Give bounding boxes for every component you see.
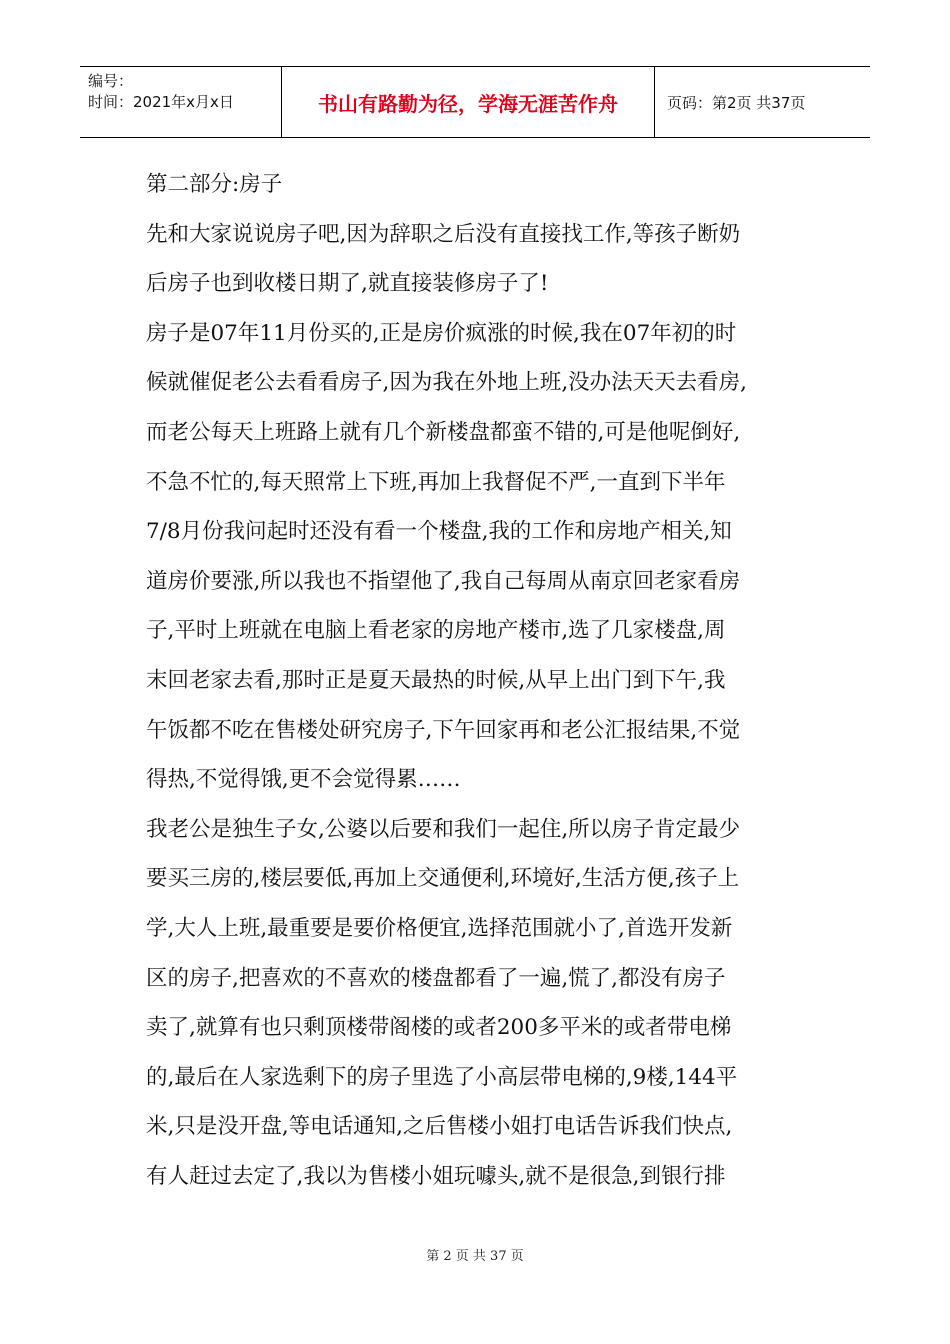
body-line: 午饭都不吃在售楼处研究房子,下午回家再和老公汇报结果,不觉 [146, 717, 741, 743]
header-meta [80, 67, 282, 137]
body-line: 7/8月份我问起时还没有看一个楼盘,我的工作和房地产相关,知 [146, 519, 732, 545]
body-line: 不急不忙的,每天照常上下班,再加上我督促不严,一直到下半年 [146, 469, 726, 495]
body-line: 后房子也到收楼日期了,就直接装修房子了! [146, 271, 549, 297]
body-line: 要买三房的,楼层要低,再加上交通便利,环境好,生活方便,孩子上 [146, 866, 740, 892]
page-header [80, 66, 870, 138]
header-motto: 书山有路勤为径，学海无涯苦作舟 [282, 67, 655, 137]
body-line: 候就催促老公去看看房子,因为我在外地上班,没办法天天去看房, [146, 370, 748, 396]
body-line: 第二部分:房子 [146, 172, 283, 197]
page-footer: 第 2 页 共 37 页 [426, 1249, 524, 1264]
body-line: 先和大家说说房子吧,因为辞职之后没有直接找工作,等孩子断奶 [146, 221, 741, 247]
time-label: 时间：2021年x月x日 [88, 93, 234, 111]
body-line: 房子是07年11月份买的,正是房价疯涨的时候,我在07年初的时 [146, 320, 737, 346]
body-line: 米,只是没开盘,等电话通知,之后售楼小姐打电话告诉我们快点, [146, 1114, 733, 1140]
body-line: 子,平时上班就在电脑上看老家的房地产楼市,选了几家楼盘,周 [146, 618, 726, 644]
body-line: 末回老家去看,那时正是夏天最热的时候,从早上出门到下午,我 [146, 667, 726, 693]
body-line: 得热,不觉得饿,更不会觉得累…… [146, 767, 461, 793]
body-line: 学,大人上班,最重要是要价格便宜,选择范围就小了,首选开发新 [146, 915, 733, 941]
body-line: 的,最后在人家选剩下的房子里选了小高层带电梯的,9楼,144平 [146, 1064, 738, 1090]
body-line: 道房价要涨,所以我也不指望他了,我自己每周从南京回老家看房 [146, 568, 741, 594]
document-body [146, 160, 816, 1201]
header-page-info: 页码：第2页 共37页 [667, 93, 806, 112]
body-line: 我老公是独生子女,公婆以后要和我们一起住,所以房子肯定最少 [146, 816, 741, 842]
body-line: 而老公每天上班路上就有几个新楼盘都蛮不错的,可是他呢倒好, [146, 419, 741, 445]
body-line: 卖了,就算有也只剩顶楼带阁楼的或者200多平米的或者带电梯 [146, 1015, 732, 1041]
body-line: 区的房子,把喜欢的不喜欢的楼盘都看了一遍,慌了,都没有房子 [146, 965, 726, 991]
body-line: 有人赶过去定了,我以为售楼小姐玩噱头,就不是很急,到银行排 [146, 1163, 726, 1189]
number-label: 编号： [88, 72, 134, 90]
